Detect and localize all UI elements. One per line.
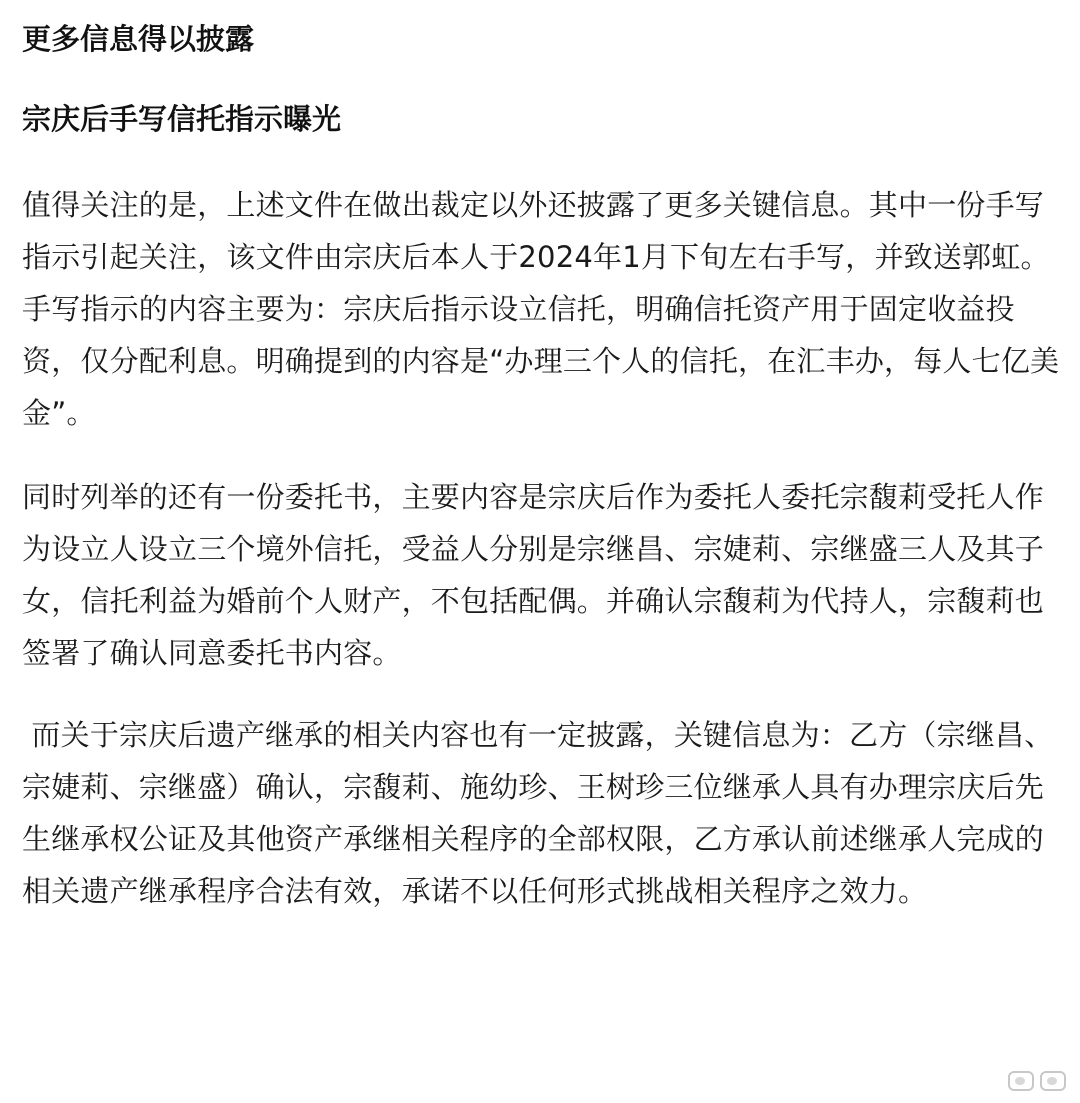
watermark-box-icon — [1008, 1071, 1034, 1091]
weibo-watermark-icon — [1008, 1071, 1066, 1091]
paragraph-2: 同时列举的还有一份委托书，主要内容是宗庆后作为委托人委托宗馥莉受托人作为设立人设立三个境外信托，受益人分别是宗继昌、宗婕莉、宗继盛三人及其子女，信托利益为婚前个人财产，不包括配偶。并确认宗馥莉为代持人，宗馥莉也签署了确认同意委托书内容。 — [22, 480, 1045, 670]
subsection-heading: 宗庆后手写信托指示曝光 — [22, 102, 342, 136]
paragraph-1: 值得关注的是，上述文件在做出裁定以外还披露了更多关键信息。其中一份手写指示引起关注，该文件由宗庆后本人于2024年1月下旬左右手写，并致送郭虹。手写指示的内容主要为：宗庆后指示设立信托，明确信托资产用于固定收益投资，仅分配利息。明确提到的内容是“办理三个人的信托，在汇丰办，每人七亿美金”。 — [22, 188, 1060, 430]
article-body — [22, 14, 1062, 917]
paragraph-3: 而关于宗庆后遗产继承的相关内容也有一定披露，关键信息为：乙方（宗继昌、宗婕莉、宗继盛）确认，宗馥莉、施幼珍、王树珍三位继承人具有办理宗庆后先生继承权公证及其他资产承继相关程序的全部权限，乙方承认前述继承人完成的相关遗产继承程序合法有效，承诺不以任何形式挑战相关程序之效力。 — [22, 718, 1054, 908]
watermark-box-icon — [1040, 1071, 1066, 1091]
section-heading: 更多信息得以披露 — [22, 22, 255, 56]
